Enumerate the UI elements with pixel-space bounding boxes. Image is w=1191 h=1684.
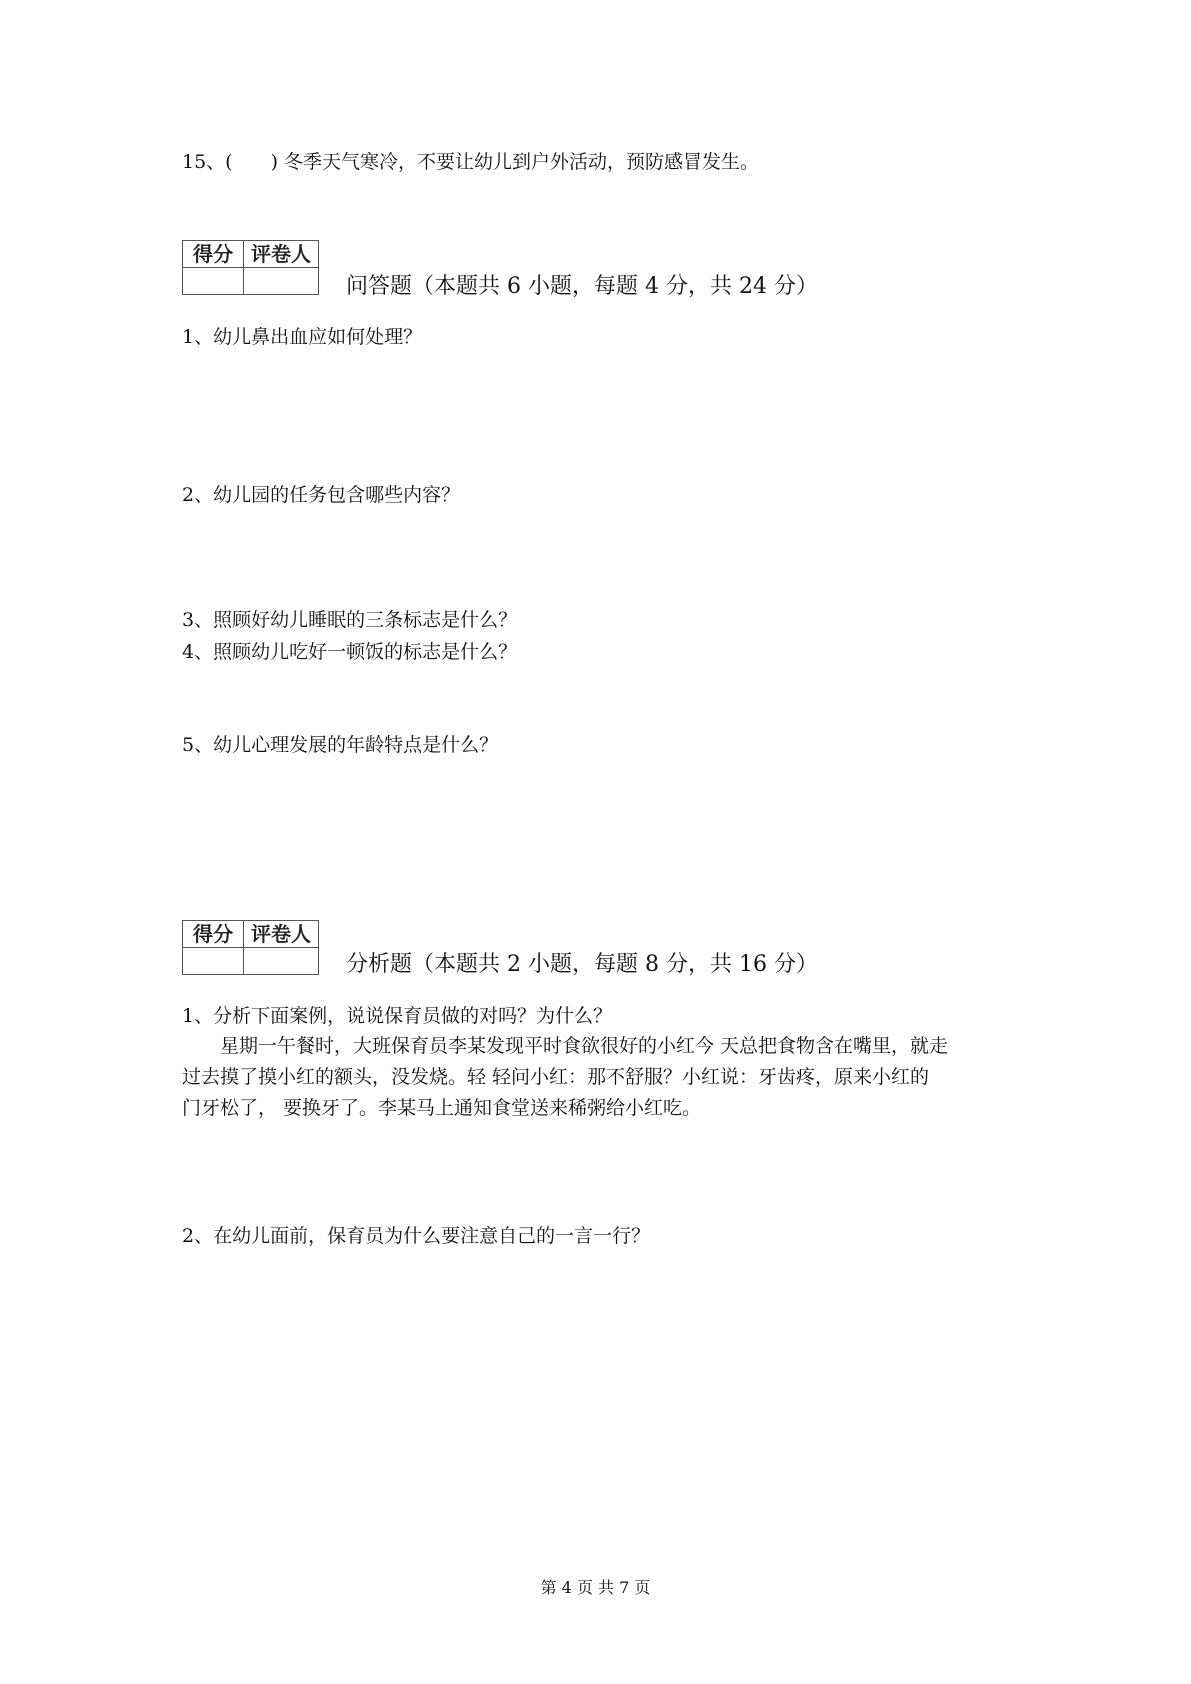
- section-title-analysis: 分析题（本题共 2 小题，每题 8 分，共 16 分）: [346, 952, 818, 977]
- grader-cell: [244, 948, 318, 974]
- qa-question-4: 4、照顾幼儿吃好一顿饭的标志是什么？: [182, 641, 518, 663]
- score-cell: [183, 948, 244, 974]
- section-title-qa: 问答题（本题共 6 小题，每题 4 分，共 24 分）: [346, 274, 818, 299]
- score-label: 得分: [183, 921, 244, 948]
- grader-label: 评卷人: [244, 921, 318, 948]
- grader-cell: [244, 268, 318, 294]
- qa-question-5: 5、幼儿心理发展的年龄特点是什么？: [182, 734, 499, 756]
- case-line-1: 星期一午餐时，大班保育员李某发现平时食欲很好的小红今 天总把食物含在嘴里，就走: [182, 1035, 949, 1057]
- case-line-2: 过去摸了摸小红的额头，没发烧。轻 轻问小红：那不舒服？小红说：牙齿疼，原来小红的: [182, 1066, 930, 1088]
- score-table-2: [182, 920, 319, 975]
- page-footer: 第 4 页 共 7 页: [540, 1578, 651, 1597]
- score-label: 得分: [183, 241, 244, 268]
- analysis-case-paragraph: [182, 1031, 1022, 1124]
- grader-label: 评卷人: [244, 241, 318, 268]
- analysis-question-2: 2、在幼儿面前，保育员为什么要注意自己的一言一行？: [182, 1225, 651, 1247]
- question-15: 15、( ) 冬季天气寒冷，不要让幼儿到户外活动，预防感冒发生。: [182, 151, 760, 173]
- score-cell: [183, 268, 244, 294]
- qa-question-2: 2、幼儿园的任务包含哪些内容？: [182, 484, 461, 506]
- score-table: [182, 240, 319, 295]
- case-line-3: 门牙松了， 要换牙了。李某马上通知食堂送来稀粥给小红吃。: [182, 1097, 702, 1119]
- qa-question-3: 3、照顾好幼儿睡眠的三条标志是什么？: [182, 609, 518, 631]
- qa-question-1: 1、幼儿鼻出血应如何处理？: [182, 326, 423, 348]
- analysis-question-1: 1、分析下面案例，说说保育员做的对吗？为什么？: [182, 1005, 613, 1027]
